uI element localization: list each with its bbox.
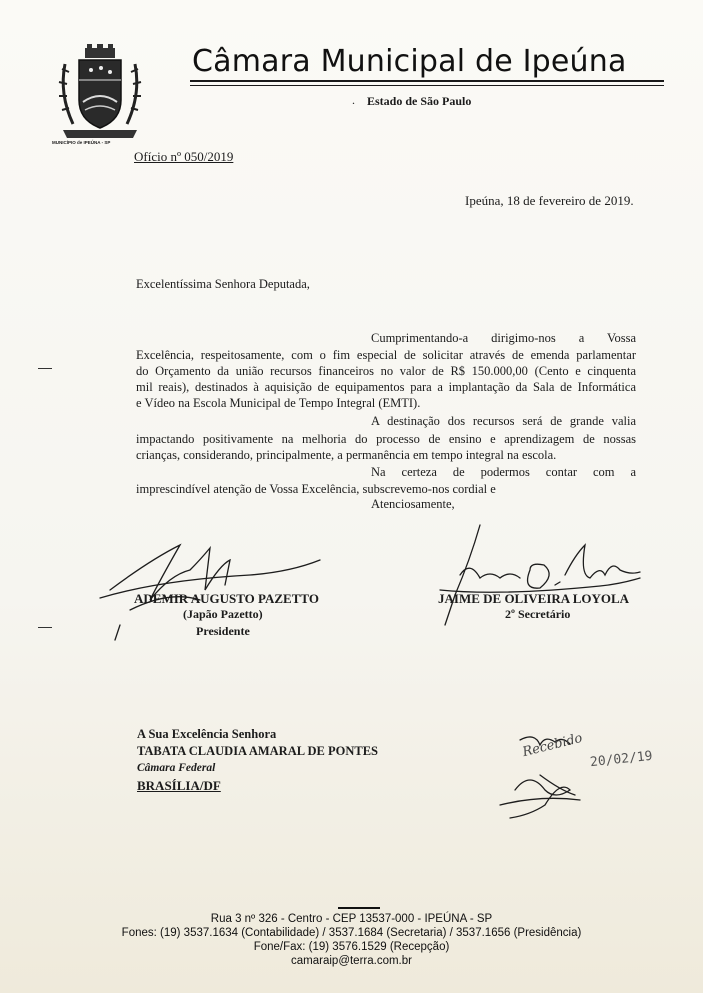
footer-email: camaraip@terra.com.br [291, 955, 412, 967]
paragraph-1-first-line: Cumprimentando-a dirigimo-nos a Vossa [371, 331, 636, 345]
footer-fax: Fone/Fax: (19) 3576.1529 (Recepção) [253, 941, 450, 953]
recipient-name: TABATA CLAUDIA AMARAL DE PONTES [137, 744, 379, 758]
recipient-line-1: A Sua Excelência Senhora [137, 727, 277, 741]
receipt-note-date: 20/02/19 [589, 748, 654, 771]
paragraph-2-line: crianças, considerando, principalmente, a permanência em tempo integral na escola. [136, 448, 557, 462]
signatory-1-name: ADEMIR AUGUSTO PAZETTO [134, 591, 319, 606]
recipient-institution: Câmara Federal [137, 762, 216, 774]
dateline: Ipeúna, 18 de fevereiro de 2019. [465, 193, 634, 208]
crest-caption: MUNICÍPIO de IPEÚNA - SP [52, 140, 111, 145]
state-dot: . [352, 93, 355, 107]
paragraph-1-line: mil reais), destinados à aquisição de equipamentos para a implantação da Sala de Informática [136, 380, 636, 394]
signatory-1-role: Presidente [196, 624, 250, 638]
signatory-1-nickname: (Japão Pazetto) [183, 607, 263, 621]
paragraph-3-first-line: Na certeza de podermos contar com a [371, 465, 636, 479]
margin-mark [38, 627, 52, 628]
recipient-city: BRASÍLIA/DF [137, 778, 221, 793]
letter-reference: Ofício nº 050/2019 [134, 149, 234, 164]
footer-address: Rua 3 nº 326 - Centro - CEP 13537-000 - IPEÚNA - SP [210, 913, 493, 925]
receipt-note-word: Recebido [521, 730, 585, 761]
signatory-2-name: JAIME DE OLIVEIRA LOYOLA [438, 591, 630, 606]
state-name: Estado de São Paulo [367, 94, 472, 108]
paragraph-1-line: do Orçamento da união recursos financeiros no valor de R$ 150.000,00 (Cento e cinquenta [136, 364, 636, 378]
footer-phones: Fones: (19) 3537.1634 (Contabilidade) / 3537.1684 (Secretaria) / 3537.1656 (Presidência) [121, 927, 582, 939]
closing: Atenciosamente, [371, 497, 455, 511]
paragraph-1-line: e Vídeo na Escola Municipal de Tempo Integral (EMTI). [136, 396, 421, 410]
paragraph-1-line: Excelência, respeitosamente, com o fim especial de solicitar através de emenda parlamentar [136, 348, 636, 362]
paragraph-3-line: imprescindível atenção de Vossa Excelência, subscrevemo-nos cordial e [136, 482, 496, 496]
paragraph-2-line: impactando positivamente na melhoria do processo de ensino e aprendizagem de nossas [136, 432, 636, 446]
signatory-2-role: 2º Secretário [505, 607, 571, 621]
margin-mark [38, 368, 52, 369]
letterhead-title: Câmara Municipal de Ipeúna [192, 44, 627, 79]
paragraph-2-first-line: A destinação dos recursos será de grande valia [371, 414, 636, 428]
footer-rule [338, 907, 380, 909]
salutation: Excelentíssima Senhora Deputada, [136, 277, 310, 291]
